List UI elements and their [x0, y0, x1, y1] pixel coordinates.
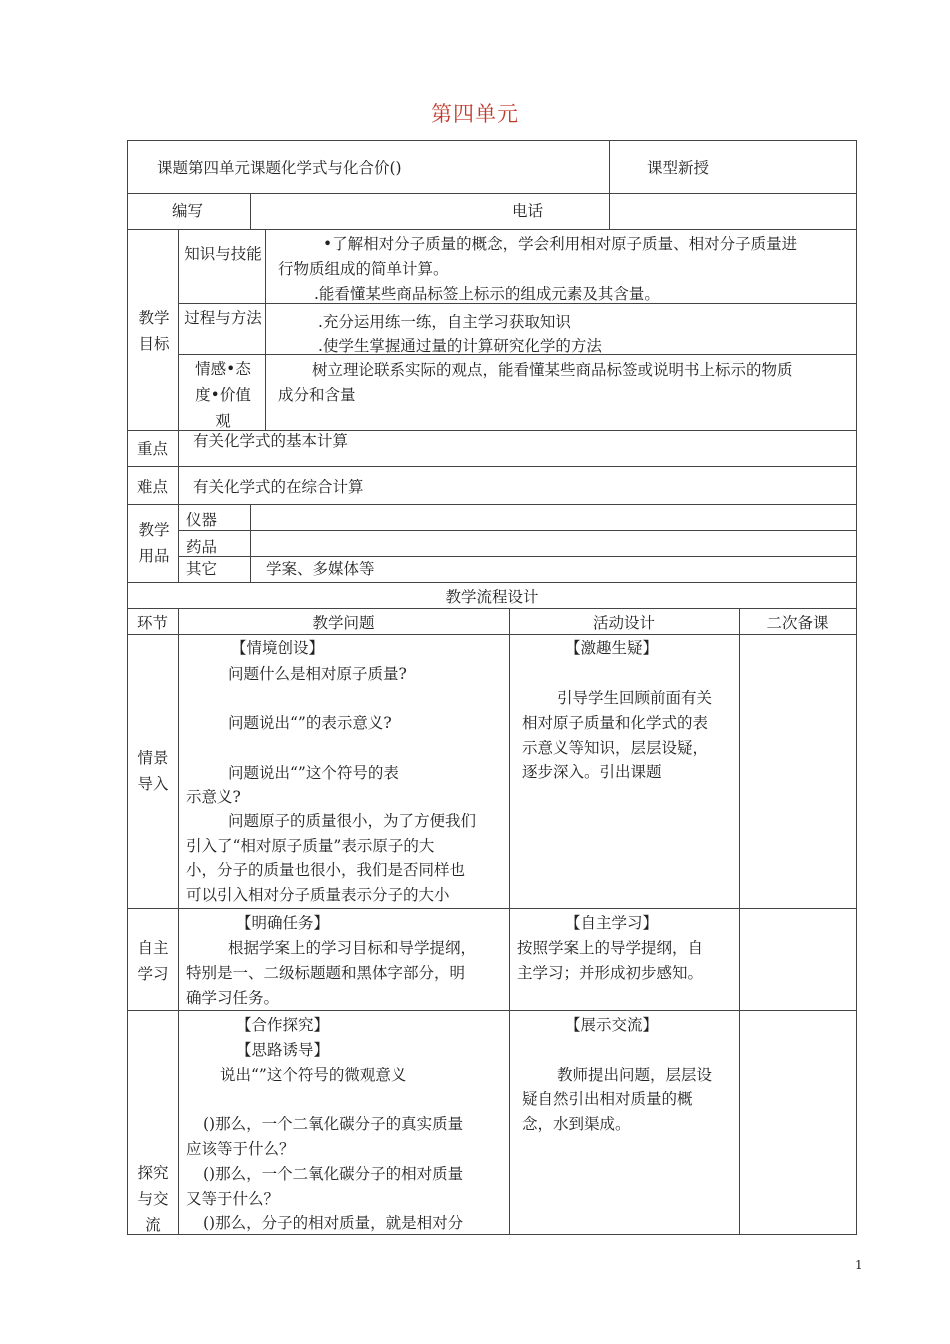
activity-line: 逐步深入。引出课题	[522, 763, 662, 781]
activity-line: 念，水到渠成。	[522, 1115, 631, 1133]
question-line: 根据学案上的学习目标和导学提纲，	[228, 939, 477, 957]
question-heading: 【情境创设】	[231, 639, 325, 657]
question-line: ()那么，一个二氧化碳分子的真实质量	[203, 1115, 464, 1133]
page-title: 第四单元	[431, 102, 519, 126]
emotion-line-1: 树立理论联系实际的观点，能看懂某些商品标签或说明书上标示的物质	[312, 361, 793, 379]
question-heading: 【明确任务】	[236, 914, 330, 932]
activity-line: 主学习；并形成初步感知。	[517, 964, 704, 982]
question-line: 问题说出“”这个符号的表	[228, 764, 399, 782]
flow-title: 教学流程设计	[445, 588, 539, 606]
knowledge-label: 知识与技能	[184, 245, 262, 263]
activity-heading: 【激趣生疑】	[565, 639, 659, 657]
question-line: 问题原子的质量很小，为了方便我们	[228, 812, 477, 830]
question-line: 示意义?	[186, 788, 241, 806]
difficulty-label: 难点	[137, 478, 169, 496]
activity-line: 疑自然引出相对质量的概	[522, 1090, 693, 1108]
question-heading: 【合作探究】	[236, 1016, 330, 1034]
question-line: ()那么，一个二氧化碳分子的相对质量	[203, 1165, 464, 1183]
knowledge-line-3: .能看懂某些商品标签上标示的组成元素及其含量。	[314, 285, 660, 303]
stage-label: 情景导入	[137, 749, 169, 793]
flow-header-notes: 二次备课	[766, 614, 829, 632]
question-line: ()那么，分子的相对质量，就是相对分	[203, 1214, 464, 1232]
question-line: 又等于什么？	[186, 1190, 280, 1208]
question-line: 小，分子的质量也很小，我们是否同样也	[186, 861, 466, 879]
activity-line: 教师提出问题，层层设	[557, 1066, 713, 1084]
other-value: 学案、多媒体等	[266, 560, 375, 578]
difficulty-text: 有关化学式的在综合计算	[193, 478, 364, 496]
question-heading: 【思路诱导】	[236, 1041, 330, 1059]
question-line: 特别是一、二级标题题和黑体字部分，明	[186, 964, 466, 982]
page-number: 1	[855, 1258, 863, 1272]
question-line: 确学习任务。	[186, 989, 280, 1007]
emotion-line-2: 成分和含量	[278, 386, 356, 404]
process-line-2: .使学生掌握通过量的计算研究化学的方法	[318, 337, 602, 355]
supplies-label: 教学用品	[138, 521, 170, 565]
phone-label: 电话	[512, 202, 544, 220]
process-line-1: .充分运用练一练，自主学习获取知识	[318, 313, 571, 331]
process-label: 过程与方法	[184, 309, 262, 327]
activity-heading: 【自主学习】	[565, 914, 659, 932]
author-label: 编写	[172, 202, 204, 220]
activity-line: 按照学案上的导学提纲，自	[517, 939, 704, 957]
knowledge-line-1: •了解相对分子质量的概念，学会利用相对原子质量、相对分子质量进	[323, 235, 798, 253]
question-line: 可以引入相对分子质量表示分子的大小	[186, 886, 450, 904]
question-line: 应该等于什么？	[186, 1140, 295, 1158]
objectives-label: 教学目标	[138, 309, 170, 353]
stage-label: 自主学习	[137, 939, 169, 983]
question-line: 说出“”这个符号的微观意义	[220, 1066, 407, 1084]
activity-heading: 【展示交流】	[565, 1016, 659, 1034]
question-line: 引入了“相对原子质量”表示原子的大	[186, 837, 435, 855]
topic-cell: 课题第四单元课题化学式与化合价()	[157, 159, 402, 177]
key-point-text: 有关化学式的基本计算	[193, 432, 349, 450]
flow-header-stage: 环节	[136, 614, 168, 632]
stage-label: 探究与交流	[137, 1164, 169, 1234]
flow-header-activity: 活动设计	[592, 614, 655, 632]
activity-line: 引导学生回顾前面有关	[557, 689, 713, 707]
knowledge-line-2: 行物质组成的简单计算。	[278, 260, 449, 278]
other-label: 其它	[186, 560, 218, 578]
question-line: 问题说出“”的表示意义?	[228, 714, 392, 732]
emotion-label: 情感•态度•价值观	[195, 360, 251, 430]
question-line: 问题什么是相对原子质量?	[228, 665, 407, 683]
key-point-label: 重点	[137, 440, 169, 458]
instrument-label: 仪器	[186, 511, 218, 529]
flow-header-question: 教学问题	[312, 614, 375, 632]
activity-line: 相对原子质量和化学式的表	[522, 714, 709, 732]
lesson-type-cell: 课型新授	[647, 159, 710, 177]
reagent-label: 药品	[186, 538, 218, 556]
activity-line: 示意义等知识，层层设疑，	[522, 739, 709, 757]
